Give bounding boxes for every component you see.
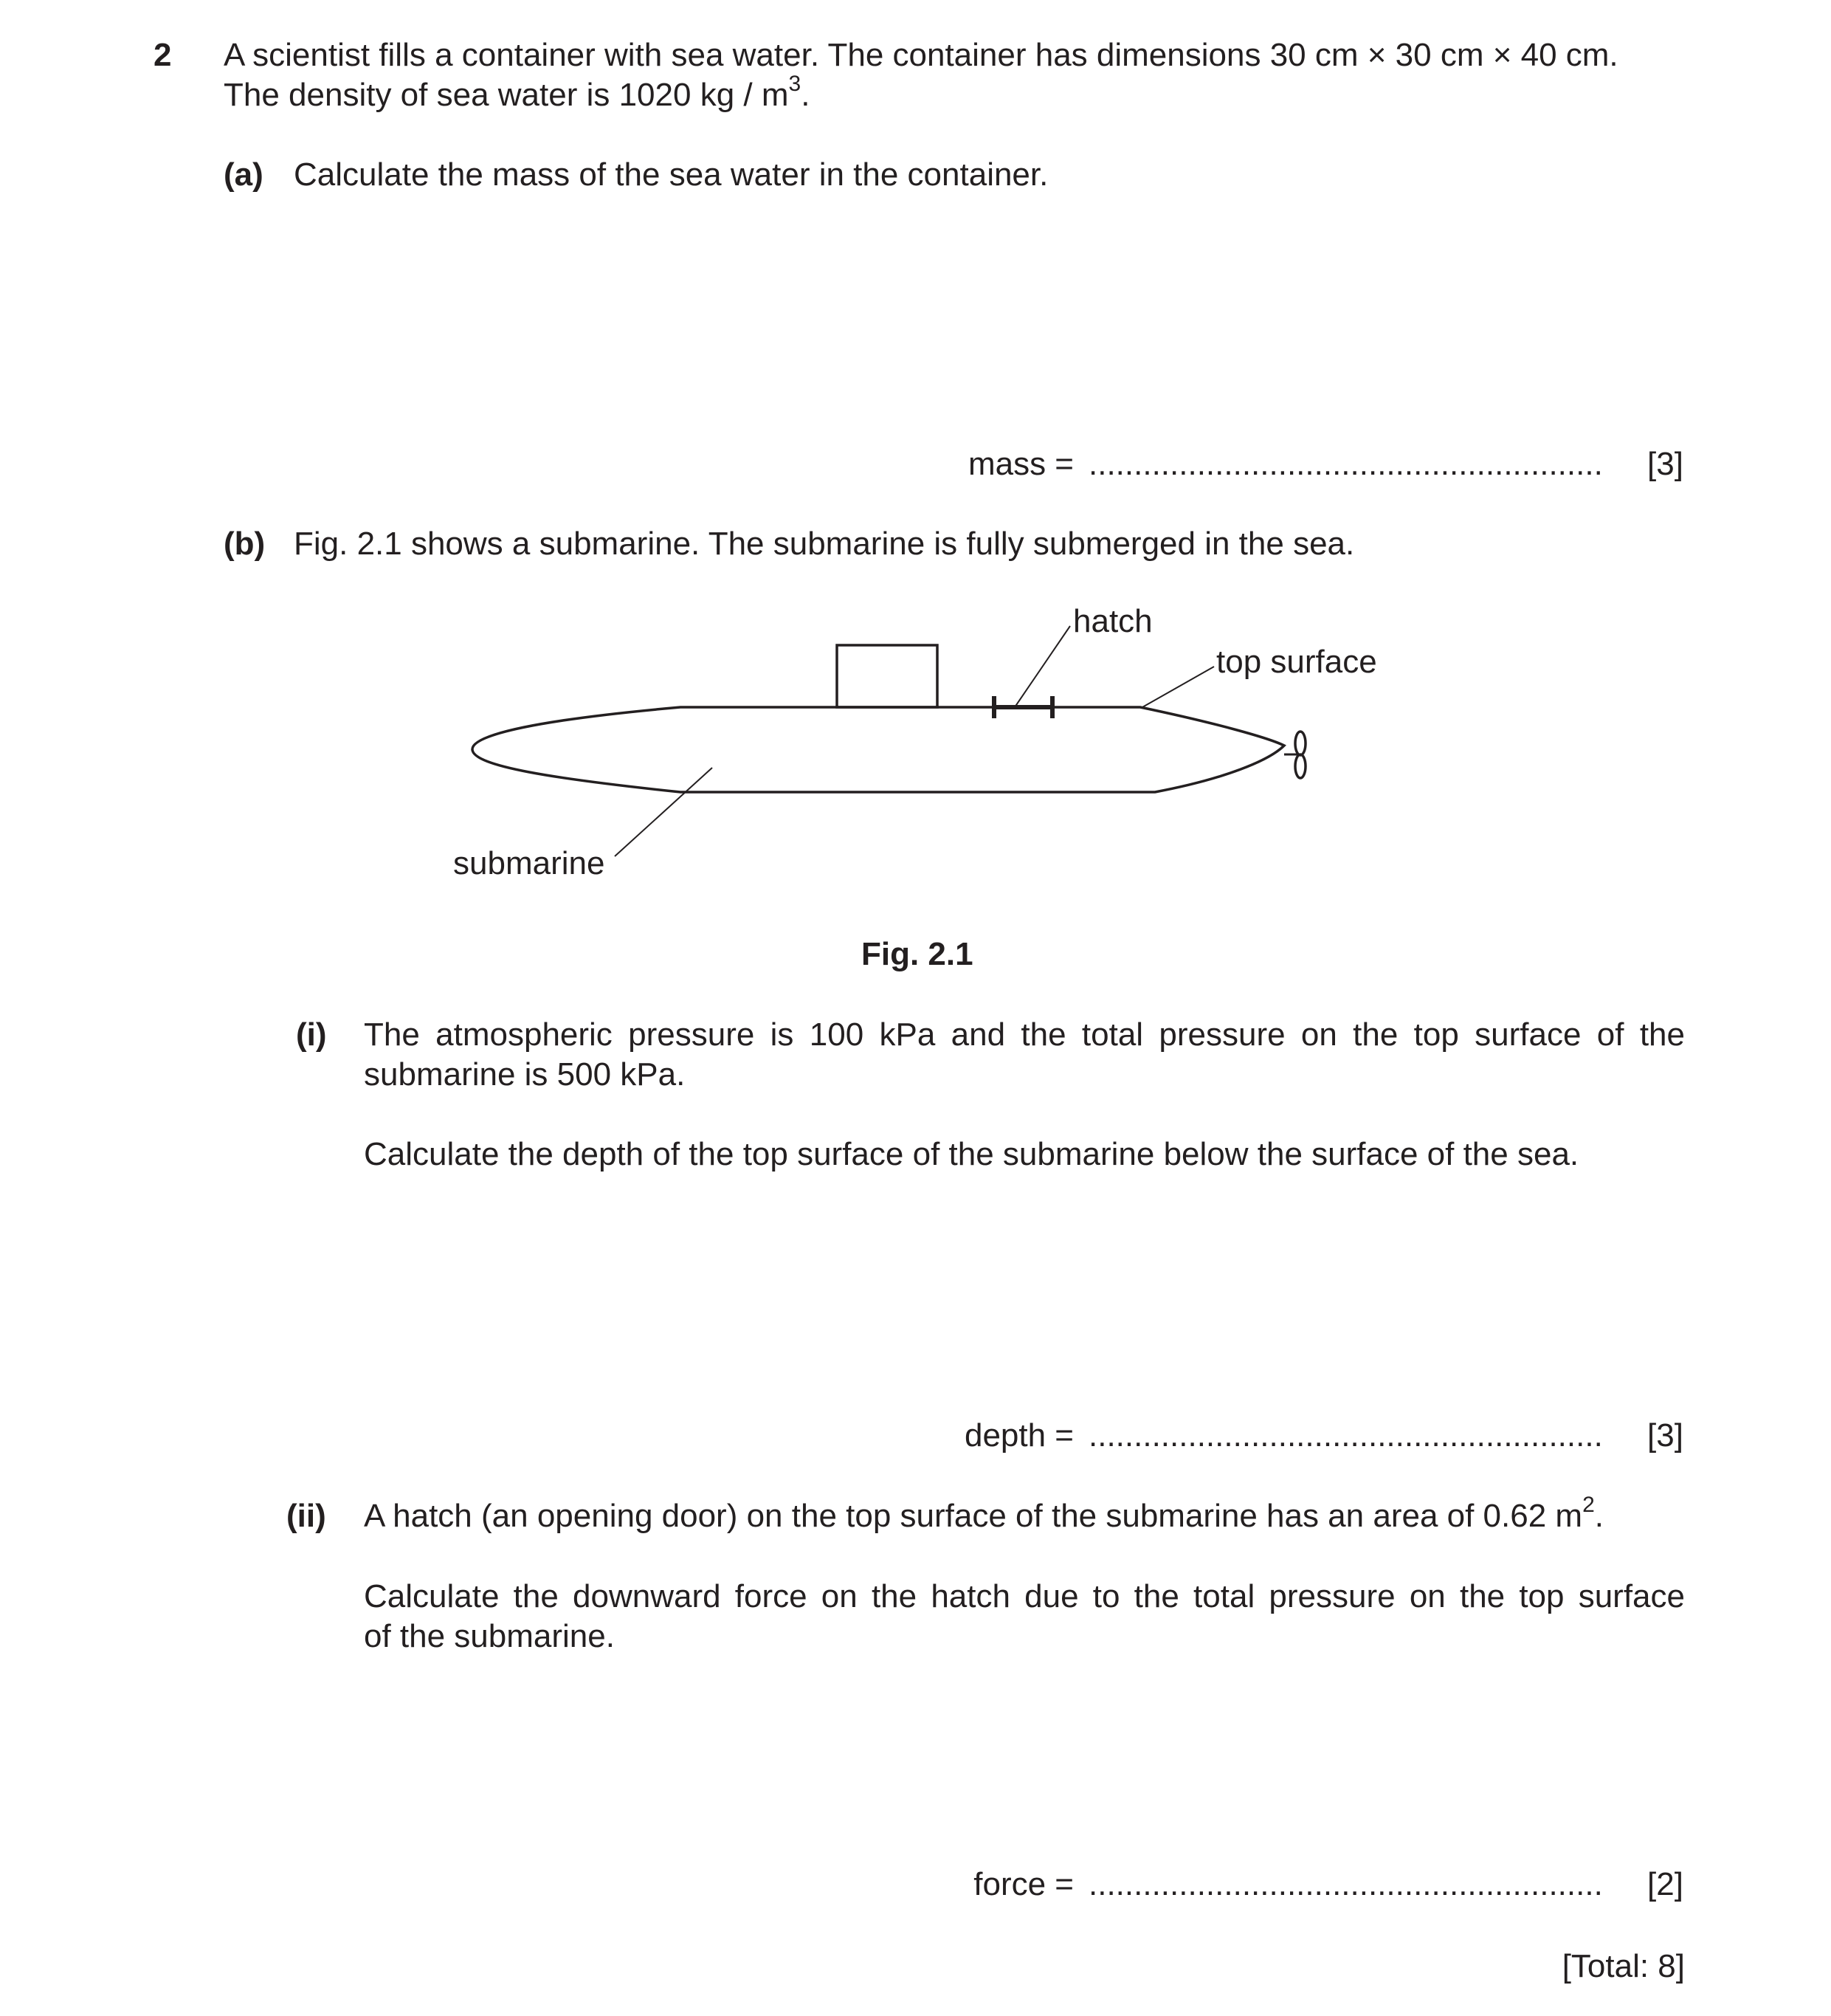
part-b-ii-instruction-line1: Calculate the downward force on the hatch due to the total pressure on the top surface xyxy=(364,1578,1685,1614)
part-b-i-marks: [3] xyxy=(1647,1417,1683,1453)
part-a-label: (a) xyxy=(224,156,263,193)
part-b-i-instruction: Calculate the depth of the top surface of the submarine below the surface of the sea. xyxy=(364,1136,1579,1172)
part-b-i-text-line2: submarine is 500 kPa. xyxy=(364,1056,686,1093)
propeller-blade-bottom xyxy=(1295,754,1306,778)
mass-answer-label: mass = xyxy=(968,446,1074,482)
part-b-ii-marks: [2] xyxy=(1647,1866,1683,1902)
area-superscript: 2 xyxy=(1582,1493,1595,1518)
question-stem-line1: A scientist fills a container with sea water. The container has dimensions 30 cm × 30 cm × 40 cm. xyxy=(224,37,1618,73)
top-surface-leader-line xyxy=(1142,667,1214,707)
submarine-hull xyxy=(472,707,1284,792)
depth-answer-field[interactable]: ......................................................... xyxy=(1089,1417,1603,1453)
hatch-leader-line xyxy=(1015,626,1070,707)
hatch-area-period: . xyxy=(1594,1498,1604,1534)
hatch-area-text: A hatch (an opening door) on the top surface of the submarine has an area of 0.62 m xyxy=(364,1498,1583,1534)
label-submarine: submarine xyxy=(453,845,605,881)
part-a-marks: [3] xyxy=(1647,446,1683,482)
conning-tower xyxy=(837,645,937,707)
part-b-i-text-line1: The atmospheric pressure is 100 kPa and the total pressure on the top surface of the xyxy=(364,1016,1685,1053)
force-answer-field[interactable]: ......................................................... xyxy=(1089,1866,1603,1902)
part-a-text: Calculate the mass of the sea water in the container. xyxy=(294,156,1049,193)
propeller-blade-top xyxy=(1295,732,1306,755)
total-marks: [Total: 8] xyxy=(1562,1948,1685,1984)
label-hatch: hatch xyxy=(1073,603,1153,639)
force-answer-label: force = xyxy=(973,1866,1074,1902)
part-b-i-label: (i) xyxy=(296,1016,327,1053)
density-superscript: 3 xyxy=(788,72,801,97)
part-b-ii-text xyxy=(364,1493,1604,1536)
part-b-label: (b) xyxy=(224,526,266,562)
part-b-text: Fig. 2.1 shows a submarine. The submarine is fully submerged in the sea. xyxy=(294,526,1355,562)
density-period: . xyxy=(801,77,810,113)
submarine-leader-line xyxy=(615,768,712,856)
part-b-ii-label: (ii) xyxy=(286,1498,326,1534)
label-top-surface: top surface xyxy=(1216,644,1377,680)
figure-caption: Fig. 2.1 xyxy=(861,936,973,972)
depth-answer-label: depth = xyxy=(964,1417,1074,1453)
part-b-ii-instruction-line2: of the submarine. xyxy=(364,1618,615,1654)
question-number: 2 xyxy=(154,37,172,73)
density-text: The density of sea water is 1020 kg / m xyxy=(224,77,789,113)
mass-answer-field[interactable]: ......................................................... xyxy=(1089,446,1603,482)
